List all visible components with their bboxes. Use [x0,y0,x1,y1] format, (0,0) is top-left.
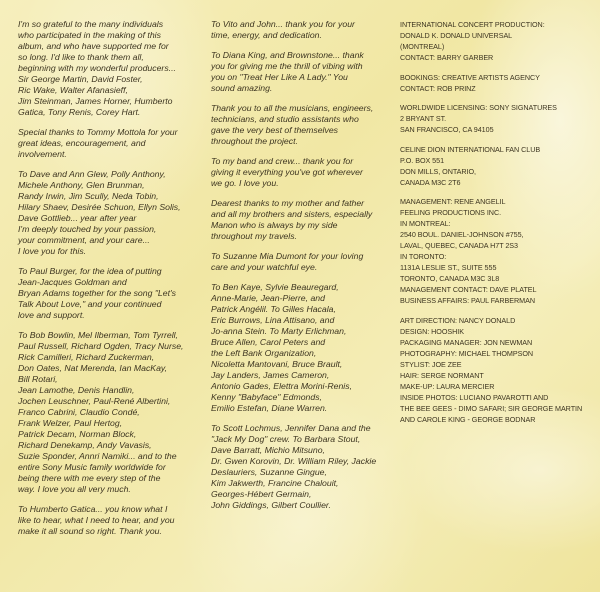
thanks-paragraph: Dearest thanks to my mother and father and all my brothers and sisters, especially Manon who is always by my side throughout my travels. [211,198,373,241]
credits-block: ART DIRECTION: NANCY DONALD DESIGN: HOOSHIK PACKAGING MANAGER: JON NEWMAN PHOTOGRAPHY: MICHAEL THOMPSON STYLIST: JOE ZEE HAIR: SERGE NORMANT MAKE-UP: LAURA MERCIER INSIDE PHOTOS: LUCIANO PAVAROTTI AND THE BEE GEES - DIMO SAFARI; SIR GEORGE MARTIN AND CAROLE KING - GEORGE BODNAR [400,315,583,424]
thanks-paragraph: Thank you to all the musicians, engineers, technicians, and studio assistants who gave the very best of themselves throughout the project. [211,103,374,146]
thanks-paragraph: I'm so grateful to the many individuals who participated in the making of this album, and who have supported me for so long. I'd like to thank them all, beginning with my wonderful producers... Sir George Martin, David Foster, Ric Wake, Walter Afanasieff, Jim Steinman, James Horner, Humberto Gatica, Tony Renis, Corey Hart. [18,19,176,117]
thanks-paragraph: To Humberto Gatica... you know what I like to hear, what I need to hear, and you make it all sound so right. Thank you. [18,504,175,536]
thanks-paragraph: To Paul Burger, for the idea of putting Jean-Jacques Goldman and Bryan Adams together for the song "Let's Talk About Love," and your continued love and support. [18,266,176,320]
thanks-paragraph: To Dave and Ann Glew, Polly Anthony, Michele Anthony, Glen Brunman, Randy Irwin, Jim Scully, Neda Tobin, Hilary Shaev, Desirée Schuon, Ellyn Solis, Dave Gottlieb... year after year I'm deeply touched by your passion, your commitment, and your care... I love you for this. [18,169,181,256]
credits-block: INTERNATIONAL CONCERT PRODUCTION: DONALD K. DONALD UNIVERSAL (MONTREAL) CONTACT: BARRY GARBER [400,20,545,62]
thanks-paragraph: To Suzanne Mia Dumont for your loving care and your watchful eye. [211,251,364,272]
thanks-paragraph: To Vito and John... thank you for your time, energy, and dedication. [211,19,355,40]
thanks-paragraph: To Diana King, and Brownstone... thank you for giving me the thrill of vibing with you on "Treat Her Like A Lady." You sound amazing. [211,50,364,93]
thanks-column-middle [211,19,393,520]
credits-block: BOOKINGS: CREATIVE ARTISTS AGENCY CONTACT: ROB PRINZ [400,72,540,93]
thanks-paragraph: Special thanks to Tommy Mottola for your great ideas, encouragement, and involvement. [18,127,178,159]
credits-block: WORLDWIDE LICENSING: SONY SIGNATURES 2 BRYANT ST. SAN FRANCISCO, CA 94105 [400,103,557,134]
thanks-paragraph: To Scott Lochmus, Jennifer Dana and the "Jack My Dog" crew. To Barbara Stout, Dave Barratt, Michio Mitsuno, Dr. Gwen Korovin, Dr. William Riley, Jackie Deslauriers, Suzanne Gingue, Kim Jakwerth, Francine Chalouit, Georges-Hébert Germain, John Giddings, Gilbert Coullier. [211,423,377,510]
credits-column-right [400,19,592,433]
thanks-paragraph: To my band and crew... thank you for giving it everything you've got wherever we go. I love you. [211,156,363,188]
credits-block: MANAGEMENT: RENE ANGELIL FEELING PRODUCTIONS INC. IN MONTREAL: 2540 BOUL. DANIEL-JOHNSON #755, LAVAL, QUEBEC, CANADA H7T 2S3 IN TORONTO: 1131A LESLIE ST., SUITE 555 TORONTO, CANADA M3C 3L8 MANAGEMENT CONTACT: DAVE PLATEL BUSINESS AFFAIRS: PAUL FARBERMAN [400,197,537,305]
thanks-paragraph: To Ben Kaye, Sylvie Beauregard, Anne-Marie, Jean-Pierre, and Patrick Angélil. To Gilles Hacala, Eric Burrows, Lina Attisano, and Jo-anna Stein. To Marty Erlichman, Bruce Allen, Carol Peters and the Left Bank Organization, Nicoletta Mantovani, Bruce Brault, Jay Landers, James Cameron, Antonio Gades, Elettra Morini-Renis, Kenny "Babyface" Edmonds, Emilio Estefan, Diane Warren. [211,282,352,413]
credits-block: CELINE DION INTERNATIONAL FAN CLUB P.O. BOX 551 DON MILLS, ONTARIO, CANADA M3C 2T6 [400,144,541,187]
thanks-column-left [18,19,204,546]
thanks-paragraph: To Bob Bowlin, Mel Ilberman, Tom Tyrrell, Paul Russell, Richard Ogden, Tracy Nurse, Rick Camilleri, Richard Zuckerman, Don Oates, Nat Merenda, Ian MacKay, Bill Rotari, Jean Lamothe, Denis Handlin, Jochen Leuschner, Paul-René Albertini, Franco Cabrini, Claudio Condé, Frank Welzer, Paul Hertog, Patrick Decam, Norman Block, Richard Denekamp, Andy Vavasis, Suzie Sponder, Annri Namiki... and to the entire Sony Music family worldwide for being there with me every step of the way. I love you all very much. [18,330,184,494]
